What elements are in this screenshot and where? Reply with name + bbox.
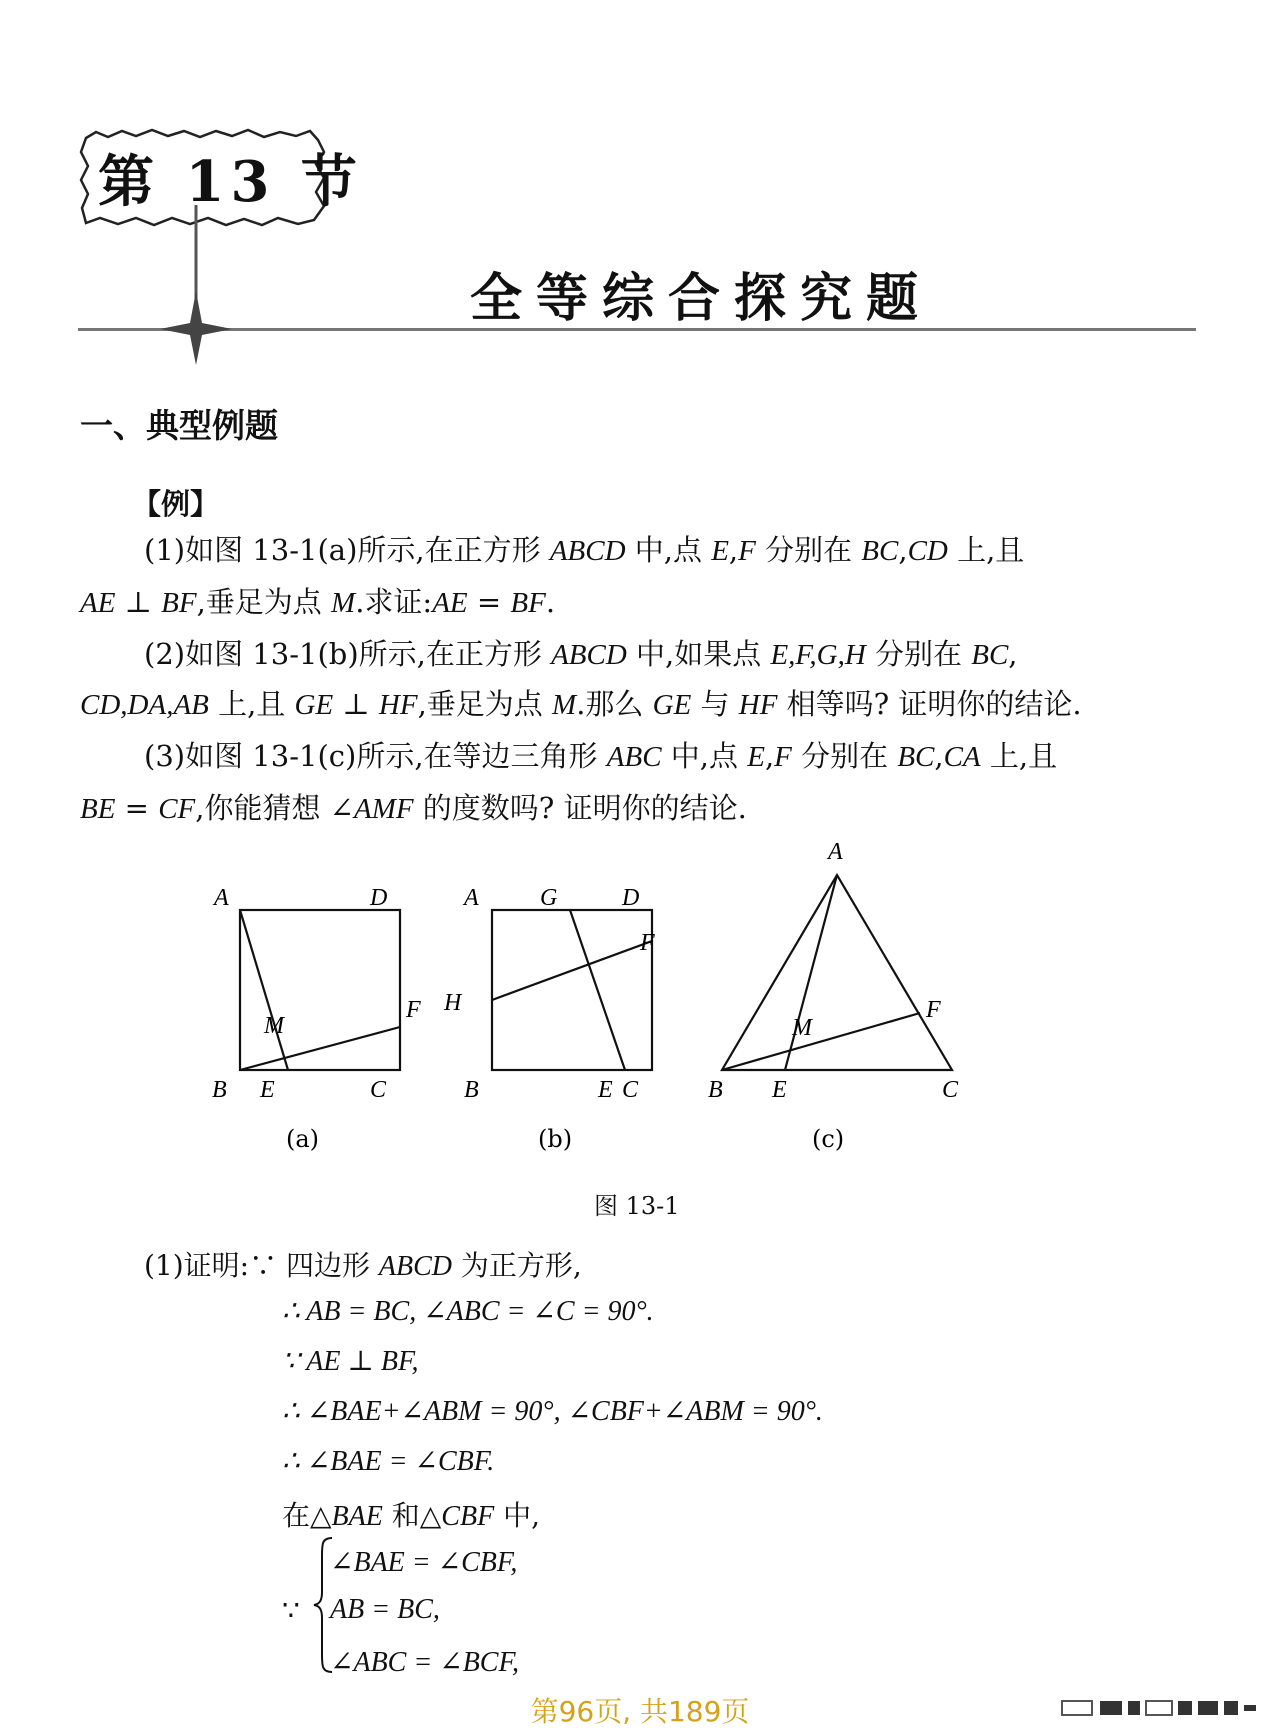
figure-a-segment-ae <box>240 910 288 1070</box>
figure-a-label-e: E <box>260 1077 275 1103</box>
page-title: 全等综合探究题 <box>470 269 933 329</box>
figure-a-label-d: D <box>370 885 388 911</box>
proof-line-3: ∵ AE ⊥ BF, <box>282 1346 419 1377</box>
figure-c-label-e: E <box>772 1077 787 1103</box>
page-number: 第96页, 共189页 <box>530 1695 750 1728</box>
figure-c-label-m: M <box>792 1015 812 1041</box>
proof-system-line-2: AB = BC, <box>330 1594 440 1625</box>
figure-c-label-f: F <box>926 997 941 1023</box>
figure-b-label-e: E <box>598 1077 613 1103</box>
footer-decoration-icon <box>1060 1697 1260 1719</box>
figure-a-label-c: C <box>370 1077 387 1103</box>
figure-13-1 <box>212 835 1080 1165</box>
proof-line-6: 在△BAE 和△CBF 中, <box>282 1499 540 1532</box>
problem-1-line-2: AE ⊥ BF,垂足为点 M.求证:AE = BF. <box>80 585 556 619</box>
figure-b-label-d: D <box>622 885 640 911</box>
figure-caption: 图 13-1 <box>594 1192 680 1220</box>
figure-c-triangle <box>722 875 952 1070</box>
figure-a-label-b: B <box>212 1077 227 1103</box>
problem-2-line-2: CD,DA,AB 上,且 GE ⊥ HF,垂足为点 M.那么 GE 与 HF 相等吗? 证明你的结论. <box>80 687 1082 721</box>
figure-c-label-b: B <box>708 1077 723 1103</box>
example-label: 【例】 <box>132 487 220 521</box>
figure-b-segment-ge <box>570 910 625 1070</box>
proof-line-1: (1)证明:∵ 四边形 ABCD 为正方形, <box>144 1249 582 1282</box>
figure-b-sublabel: (b) <box>538 1125 573 1153</box>
star-ornament-icon <box>160 205 232 365</box>
figure-a-label-m: M <box>264 1013 284 1039</box>
problem-2-line-1: (2)如图 13-1(b)所示,在正方形 ABCD 中,如果点 E,F,G,H 分别在 BC, <box>144 637 1018 671</box>
problem-1-line-1: (1)如图 13-1(a)所示,在正方形 ABCD 中,点 E,F 分别在 BC,CD 上,且 <box>144 533 1025 567</box>
problem-3-line-2: BE = CF,你能猜想 ∠AMF 的度数吗? 证明你的结论. <box>80 791 747 825</box>
figure-c-sublabel: (c) <box>812 1125 845 1153</box>
figure-a-sublabel: (a) <box>286 1125 320 1153</box>
proof-line-5: ∴ ∠BAE = ∠CBF. <box>282 1446 495 1477</box>
figure-b-label-b: B <box>464 1077 479 1103</box>
figure-b-label-h: H <box>444 990 462 1016</box>
proof-because-symbol: ∵ <box>282 1594 300 1627</box>
proof-line-2: ∴ AB = BC, ∠ABC = ∠C = 90°. <box>282 1296 654 1327</box>
chapter-section-label: 第 13 节 <box>98 149 363 215</box>
figure-b-segment-hf <box>492 941 652 1000</box>
figure-b-label-g: G <box>540 885 558 911</box>
problem-3-line-1: (3)如图 13-1(c)所示,在等边三角形 ABC 中,点 E,F 分别在 BC,CA 上,且 <box>144 739 1058 773</box>
figure-c-label-a: A <box>828 839 843 865</box>
figure-b-label-f: F <box>640 930 655 956</box>
figure-c-label-c: C <box>942 1077 959 1103</box>
figure-b-label-a: A <box>464 885 479 911</box>
proof-line-4: ∴ ∠BAE+∠ABM = 90°, ∠CBF+∠ABM = 90°. <box>282 1396 823 1427</box>
figure-a-label-a: A <box>214 885 229 911</box>
figure-a-label-f: F <box>406 997 421 1023</box>
proof-system-line-3: ∠ABC = ∠BCF, <box>330 1647 519 1678</box>
figure-b-label-c: C <box>622 1077 639 1103</box>
proof-system-line-1: ∠BAE = ∠CBF, <box>330 1547 518 1578</box>
section-heading: 一、典型例题 <box>80 406 278 445</box>
